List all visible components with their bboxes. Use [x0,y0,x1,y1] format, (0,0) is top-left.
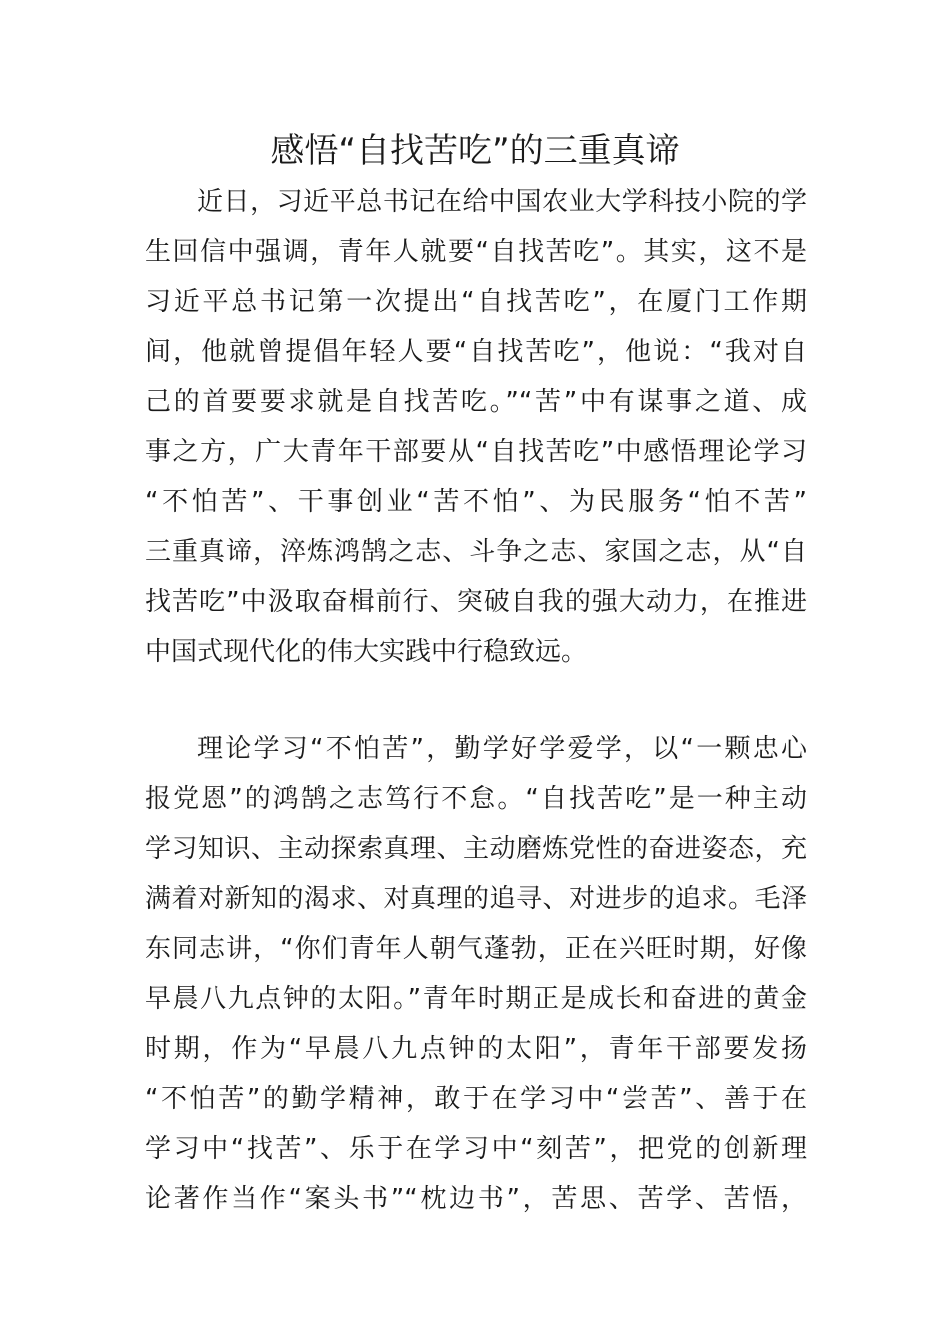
paragraph-line: 报党恩”的鸿鹄之志笃行不怠。“自找苦吃”是一种主动 [145,784,807,814]
paragraph-line: 间，他就曾提倡年轻人要“自找苦吃”，他说：“我对自 [145,337,807,367]
paragraph-intro [145,177,807,677]
document-title: 感悟“自找苦吃”的三重真谛 [270,131,680,171]
paragraph-line: 论著作当作“案头书”“枕边书”，苦思、苦学、苦悟， [145,1184,807,1214]
paragraph-line: 满着对新知的渴求、对真理的追寻、对进步的追求。毛泽 [145,884,807,914]
paragraph-theory-study [145,724,807,1224]
paragraph-line: 时期，作为“早晨八九点钟的太阳”，青年干部要发扬 [145,1034,807,1064]
paragraph-line: 习近平总书记第一次提出“自找苦吃”，在厦门工作期 [145,287,807,317]
paragraph-line: 己的首要要求就是自找苦吃。”“苦”中有谋事之道、成 [145,387,807,417]
paragraph-line: 早晨八九点钟的太阳。”青年时期正是成长和奋进的黄金 [145,984,807,1014]
paragraph-line: “不怕苦”、干事创业“苦不怕”、为民服务“怕不苦” [145,487,807,517]
paragraph-line: 事之方，广大青年干部要从“自找苦吃”中感悟理论学习 [145,437,807,467]
paragraph-line: 理论学习“不怕苦”，勤学好学爱学，以“一颗忠心 [197,734,807,764]
paragraph-line: “不怕苦”的勤学精神，敢于在学习中“尝苦”、善于在 [145,1084,807,1114]
paragraph-line: 学习知识、主动探索真理、主动磨炼党性的奋进姿态，充 [145,834,807,864]
paragraph-line: 中国式现代化的伟大实践中行稳致远。 [145,637,588,667]
paragraph-line: 三重真谛，淬炼鸿鹄之志、斗争之志、家国之志，从“自 [145,537,807,567]
paragraph-line: 东同志讲，“你们青年人朝气蓬勃，正在兴旺时期，好像 [145,934,807,964]
paragraph-line: 生回信中强调，青年人就要“自找苦吃”。其实，这不是 [145,237,807,267]
paragraph-line: 找苦吃”中汲取奋楫前行、突破自我的强大动力，在推进 [145,587,807,617]
paragraph-line: 学习中“找苦”、乐于在学习中“刻苦”，把党的创新理 [145,1134,807,1164]
paragraph-line: 近日，习近平总书记在给中国农业大学科技小院的学 [197,187,807,217]
